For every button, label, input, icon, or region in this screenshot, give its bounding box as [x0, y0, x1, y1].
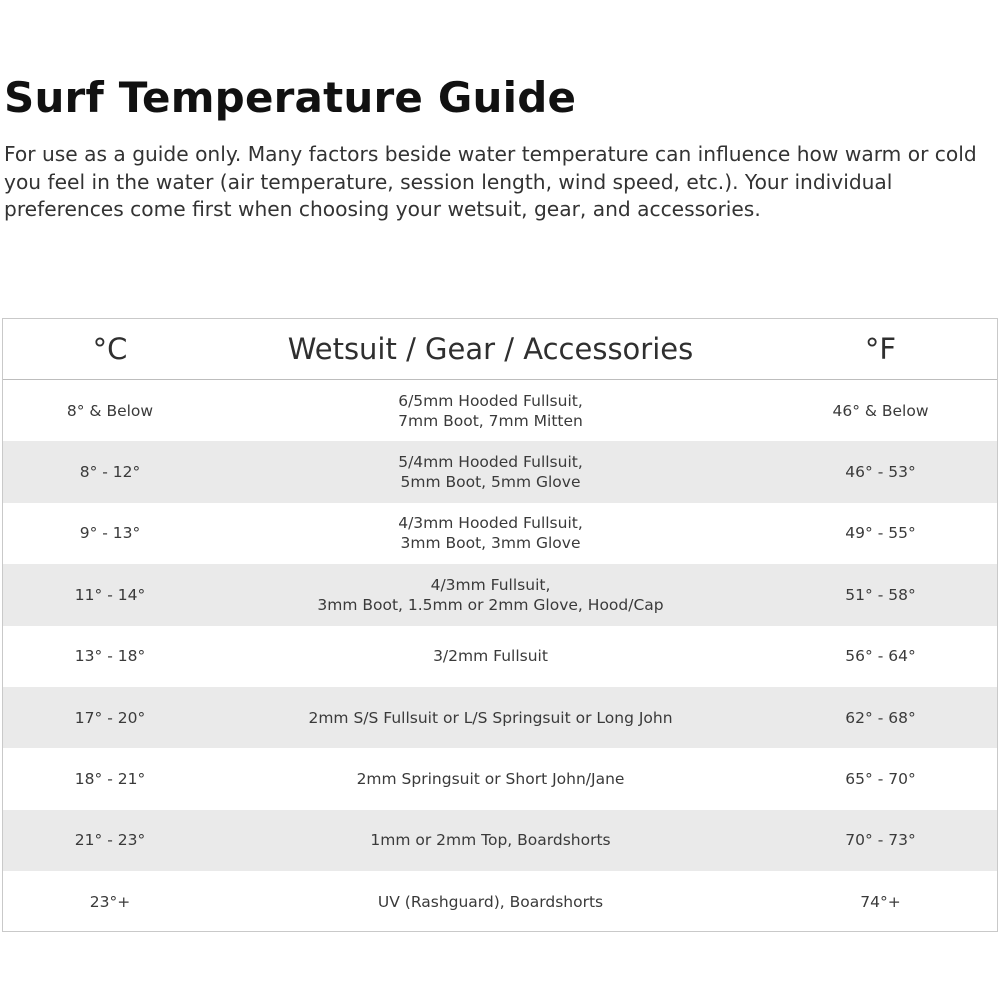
table-row — [3, 564, 997, 625]
celsius-cell: 23°+ — [89, 892, 131, 911]
fahrenheit-cell: 62° - 68° — [845, 708, 916, 727]
celsius-cell: 9° - 13° — [79, 524, 141, 543]
gear-line: 2mm S/S Fullsuit or L/S Springsuit or Long John — [308, 708, 673, 727]
gear-cell — [217, 769, 764, 789]
gear-cell — [217, 452, 764, 492]
table-header-row — [3, 319, 997, 380]
fahrenheit-cell: 51° - 58° — [845, 585, 916, 604]
gear-cell — [217, 892, 764, 912]
gear-cell — [217, 646, 764, 666]
gear-cell — [217, 830, 764, 850]
header-gear: Wetsuit / Gear / Accessories — [287, 332, 694, 366]
gear-line: 3mm Boot, 1.5mm or 2mm Glove, Hood/Cap — [317, 595, 664, 614]
table-row — [3, 380, 997, 441]
table-row — [3, 687, 997, 748]
celsius-cell: 21° - 23° — [74, 831, 146, 850]
fahrenheit-cell: 65° - 70° — [845, 770, 916, 789]
gear-line: 6/5mm Hooded Fullsuit, — [398, 391, 583, 410]
header-celsius: °C — [92, 332, 128, 366]
gear-line: 4/3mm Hooded Fullsuit, — [398, 514, 583, 533]
gear-line: 3/2mm Fullsuit — [433, 647, 548, 666]
gear-line: 5/4mm Hooded Fullsuit, — [398, 453, 583, 472]
intro-paragraph: For use as a guide only. Many factors beside water temperature can influence how warm or cold you feel in the water (air temperature, session length, wind speed, etc.). Your individual preferences come first when choosing your wetsuit, gear, and accessories. — [4, 142, 977, 222]
temperature-guide-table — [2, 318, 998, 932]
gear-cell — [217, 513, 764, 553]
fahrenheit-cell: 49° - 55° — [845, 524, 916, 543]
gear-cell — [217, 708, 764, 728]
celsius-cell: 11° - 14° — [74, 585, 146, 604]
celsius-cell: 17° - 20° — [74, 708, 146, 727]
gear-cell — [217, 575, 764, 615]
table-row — [3, 748, 997, 809]
header-fahrenheit: °F — [864, 332, 897, 366]
gear-line: 1mm or 2mm Top, Boardshorts — [370, 831, 611, 850]
table-row — [3, 810, 997, 871]
celsius-cell: 8° - 12° — [79, 463, 141, 482]
gear-line: 4/3mm Fullsuit, — [430, 575, 551, 594]
gear-line: 5mm Boot, 5mm Glove — [400, 473, 581, 492]
gear-line: UV (Rashguard), Boardshorts — [377, 892, 604, 911]
table-row — [3, 626, 997, 687]
fahrenheit-cell: 74°+ — [860, 892, 901, 911]
fahrenheit-cell: 56° - 64° — [845, 647, 916, 666]
gear-line: 2mm Springsuit or Short John/Jane — [356, 770, 625, 789]
gear-line: 3mm Boot, 3mm Glove — [400, 534, 581, 553]
celsius-cell: 18° - 21° — [74, 770, 146, 789]
table-row — [3, 503, 997, 564]
fahrenheit-cell: 70° - 73° — [845, 831, 916, 850]
table-row — [3, 441, 997, 502]
gear-cell — [217, 391, 764, 431]
fahrenheit-cell: 46° - 53° — [845, 463, 916, 482]
fahrenheit-cell: 46° & Below — [832, 401, 929, 420]
page-title: Surf Temperature Guide — [4, 73, 577, 122]
table-row — [3, 871, 997, 932]
celsius-cell: 8° & Below — [66, 401, 154, 420]
gear-line: 7mm Boot, 7mm Mitten — [398, 411, 583, 430]
celsius-cell: 13° - 18° — [74, 647, 146, 666]
